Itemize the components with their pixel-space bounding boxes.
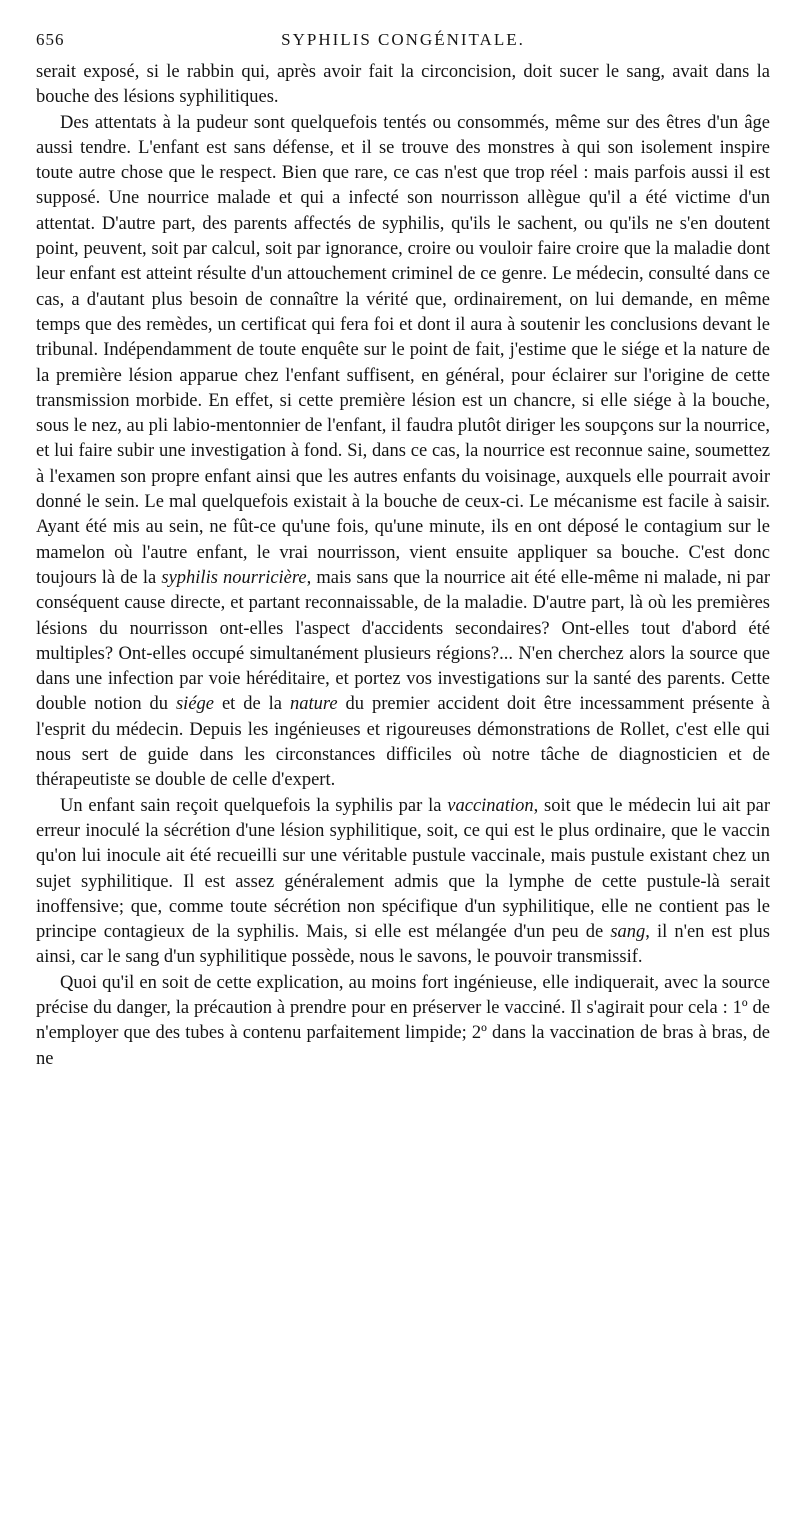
italic-phrase: nature: [289, 694, 338, 715]
italic-phrase: syphilis nourricière: [161, 567, 307, 588]
text-run: serait exposé, si le rabbin qui, après avoir fait la circoncision, doit sucer le sang, avait dans la bouche des lésions syphilitiques.: [36, 62, 770, 108]
italic-phrase: sang: [610, 922, 646, 943]
text-run: Un enfant sain reçoit quelquefois la syphilis par la: [60, 795, 448, 816]
page-number: 656: [36, 30, 65, 49]
paragraph: [36, 794, 770, 971]
paragraph: [36, 111, 770, 794]
running-head: [36, 30, 770, 56]
text-run: , il n'en est plus ainsi, car le sang d'un syphilitique possède, nous le savons, le pouvoir transmissif.: [36, 922, 770, 968]
italic-phrase: vaccination: [447, 795, 534, 816]
running-title: SYPHILIS CONGÉNITALE.: [281, 30, 525, 49]
text-run: Quoi qu'il en soit de cette explication, au moins fort ingénieuse, elle indiquerait, avec la source précise du danger, la précaution à prendre pour en préserver le vacciné. Il s'agirait pour cela : 1º de n'employer que des tubes à contenu parfaitement limpide; 2º dans la vaccination de bras à bras, de ne: [36, 972, 770, 1069]
body-text: [36, 60, 770, 1072]
book-page: [36, 30, 770, 1072]
paragraph: [36, 60, 770, 111]
text-run: et de la: [214, 694, 290, 715]
text-run: du premier accident doit être incessamment présente à l'esprit du médecin. Depuis les ingénieuses et rigoureuses démonstrations de Rollet, c'est elle qui nous sert de guide dans les circonstances difficiles où notre tâche de diagnosticien et de thérapeutiste se double de celle d'expert.: [36, 694, 770, 791]
paragraph: [36, 971, 770, 1072]
text-run: , soit que le médecin lui ait par erreur inoculé la sécrétion d'une lésion syphilitique, soit, ce qui est le plus ordinaire, que le vaccin qu'on lui inocule ait été recueilli sur une véritable pustule vaccinale, mais pustule existant chez un sujet syphilitique. Il est assez généralement admis que la lymphe de cette pustule-là serait inoffensive; que, comme toute sécrétion non spécifique d'un syphilitique, elle ne contient pas le principe contagieux de la syphilis. Mais, si elle est mélangée d'un peu de: [36, 795, 770, 943]
italic-phrase: siége: [175, 694, 214, 715]
text-run: , mais sans que la nourrice ait été elle-même ni malade, ni par conséquent cause directe, et partant reconnaissable, de la maladie. D'autre part, là où les premières lésions du nourrisson ont-elles l'aspect d'accidents secondaires? Ont-elles tout d'abord été multiples? Ont-elles occupé simultanément plusieurs régions?... N'en cherchez alors la source que dans une infection par voie héréditaire, et portez vos investigations sur la santé des parents. Cette double notion du: [36, 567, 770, 715]
text-run: Des attentats à la pudeur sont quelquefois tentés ou consommés, même sur des êtres d'un âge aussi tendre. L'enfant est sans défense, et il se trouve des monstres à qui son isolement inspire toute autre chose que le respect. Bien que rare, ce cas n'est que trop réel : mais parfois aussi il est supposé. Une nourrice malade et qui a infecté son nourrisson allègue qu'il a été victime d'un attentat. D'autre part, des parents affectés de syphilis, qu'ils le sachent, ou qu'ils ne s'en doutent point, peuvent, soit par calcul, soit par ignorance, croire ou vouloir faire croire que la maladie dont leur enfant est atteint résulte d'un attouchement criminel de ce genre. Le médecin, consulté dans ce cas, a d'autant plus besoin de connaître la vérité que, ordinairement, on lui demande, en même temps que des remèdes, un certificat qui fera foi et dont il aura à soutenir les conclusions devant le tribunal. Indépendamment de toute enquête sur le point de fait, j'estime que le siége et la nature de la première lésion apparue chez l'enfant suffisent, en général, pour éclairer sur l'origine de cette transmission morbide. En effet, si cette première lésion est un chancre, si elle siége à la bouche, sous le nez, au pli labio-mentonnier de l'enfant, il faudra plutôt diriger les soupçons sur la nourrice, et lui faire subir une investigation à fond. Si, dans ce cas, la nourrice est reconnue saine, soumettez à l'examen son propre enfant ainsi que les autres enfants du voisinage, auxquels elle pourrait avoir donné le sein. Le mal quelquefois existait à la bouche de ceux-ci. Le mécanisme est facile à saisir. Ayant été mis au sein, ne fût-ce qu'une fois, qu'une minute, ils en ont déposé le contagium sur le mamelon où l'autre enfant, le vrai nourrisson, vient ensuite appliquer sa bouche. C'est donc toujours là de la: [36, 112, 770, 588]
